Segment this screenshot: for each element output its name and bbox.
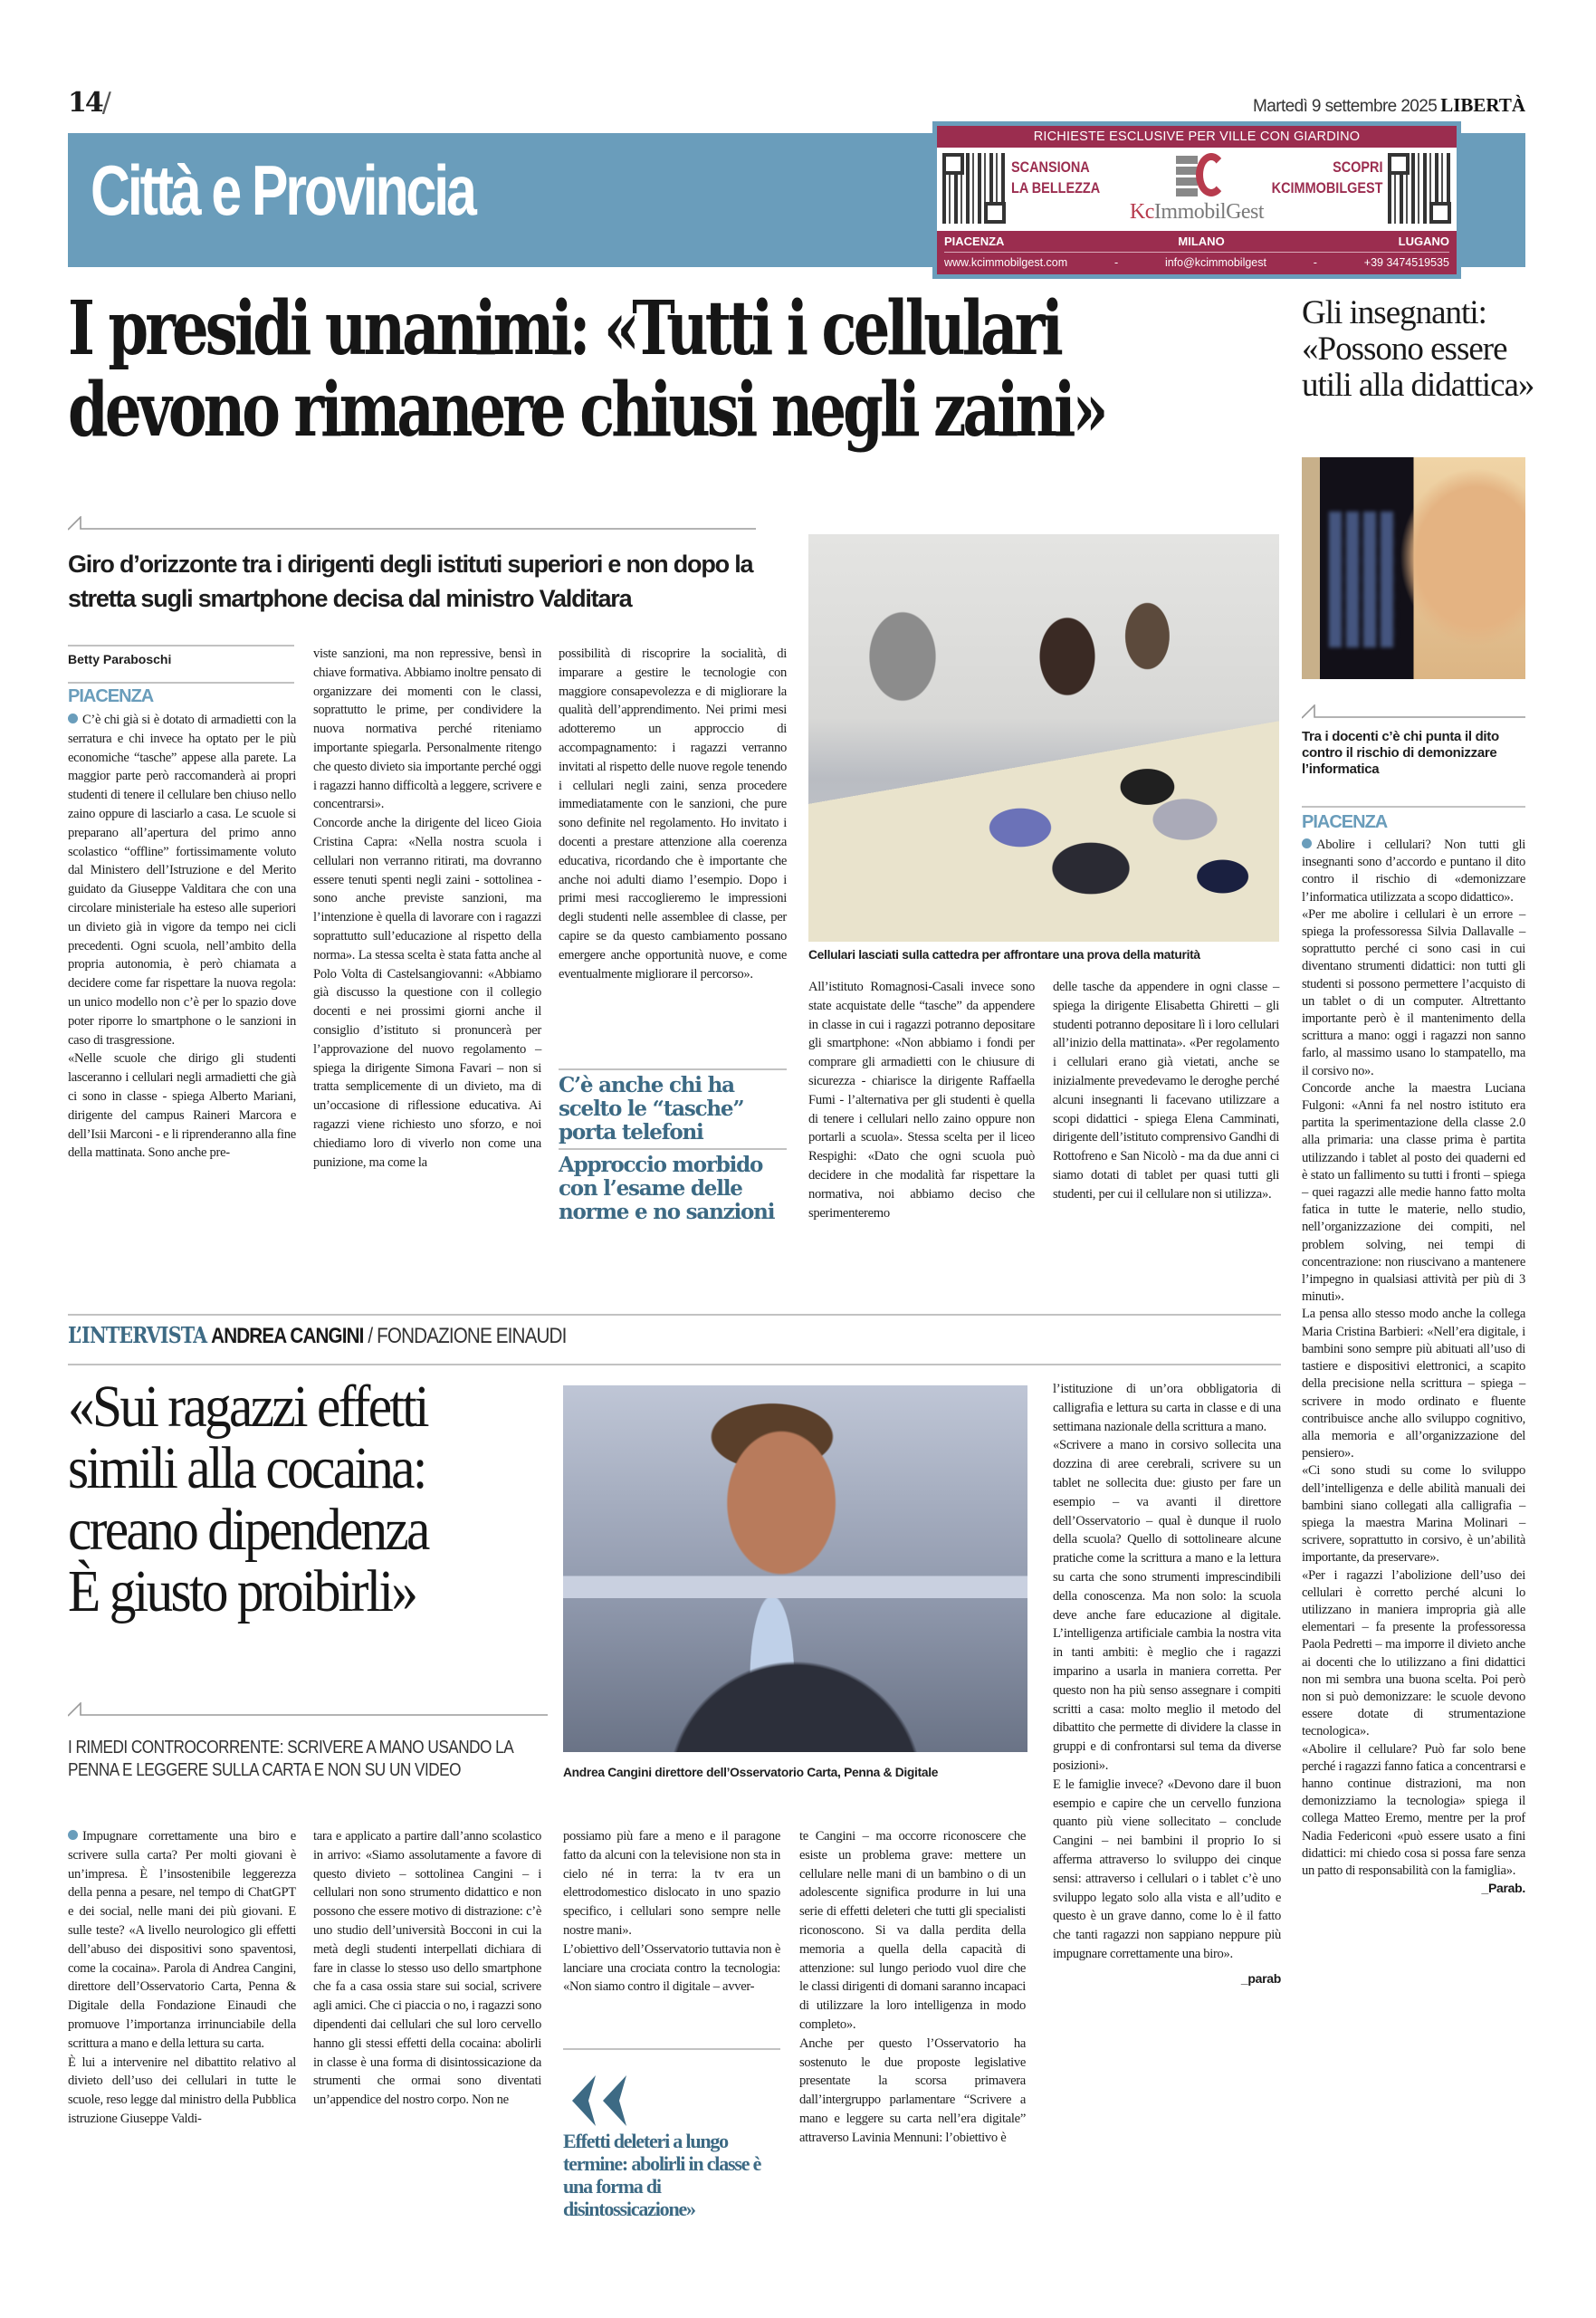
angle-divider bbox=[68, 1702, 548, 1715]
angle-divider bbox=[68, 516, 756, 529]
advertisement[interactable] bbox=[932, 121, 1461, 279]
article-column-3: possibilità di riscoprire la socialità, di imparare a gestire le tecnologie con maggiore consapevolezza e di migliorare la qualità dell’apprendimento. Nei primi mesi adotteremo un approccio di accompagnamento: i ragazzi verranno invitati al rispetto delle nuove regole tenendo i cellulari negli zaini, senza procedere immediatamente con le sanzioni, che pure sono definite nel regolamento. Ho invitato i docenti a prestare attenzione alla coerenza educativa, ricordando che è importante che anche noi adulti diamo l’esempio. Dopo i primi mesi raccoglieremo le impressioni degli studenti nelle assemblee di classe, per capire se da questo cambiamento possano emergere anche opportunità nuove, e come eventualmente migliorare il percorso». bbox=[559, 647, 787, 982]
masthead: LIBERTÀ bbox=[1440, 94, 1525, 116]
divider bbox=[68, 645, 294, 647]
interview-headline: «Sui ragazzi effetti simili alla cocaina: creano dipendenza È giusto proibirli» bbox=[68, 1374, 428, 1624]
callout-approccio: Approccio morbido con l’esame delle norme e no sanzioni bbox=[559, 1153, 775, 1224]
divider bbox=[563, 2048, 780, 2050]
signoff: _Parab. bbox=[1481, 1881, 1525, 1896]
article-column-2: viste sanzioni, ma non repressive, bensì in chiave formativa. Abbiamo inoltre pensato di organizzare dei momenti con le classi, soprattutto le prime, per condividere la nuova normativa perché riteniamo importante spiegarla. Personalmente ritengo che questo divieto sia importante perché oggi i ragazzi hanno difficoltà a leggere, scrivere e concentrarsi». Concorde anche la dirigente del liceo Gioia Cristina Capra: «Nella nostra scuola i cellulari non verranno ritirati, ma dovranno essere tenuti spenti negli zaini - sottolinea - sono anche previste sanzioni, ma l’intenzione è quella di lavorare con i ragazzi soprattutto sull’educazione al rispetto della norma». La stessa scelta è stata fatta anche al Polo Volta di Castelsangiovanni: «Abbiamo già discusso la questione con il collegio docenti e nei prossimi giorni anche il consiglio d’istituto si pronuncerà per l’approvazione del nuovo regolamento – spiega la dirigente Simona Favari – non si tratta semplicemente di un divieto, ma di un’occasione di riflessione educativa. Ai ragazzi viene richiesto uno sforzo, e noi chiediamo loro di viverlo non come una punizione, ma come la bbox=[313, 647, 541, 1170]
photo-classroom-phones bbox=[808, 534, 1279, 942]
divider bbox=[68, 1314, 1281, 1316]
pull-quote: Effetti deleteri a lungo termine: abolirli in classe è una forma di disintossicazione» bbox=[563, 2130, 761, 2220]
interview-column-4: te Cangini – ma occorre riconoscere che esiste un problema grave: mettere un cellulare nelle mani di un bambino o di un adolescente significa produrre in lui una serie di effetti deleteri che tutti gli specialisti riconoscono. Si va dalla perdita della memoria a quella della capacità di attenzione: sul lungo periodo vuol dire che le classi dirigenti di domani saranno incapaci di utilizzare la loro intelligenza in modo completo». Anche per questo l’Osservatorio ha sostenuto le due proposte legislative presentate la scorsa primavera dall’intergruppo parlamentare “Scrivere a mano e leggere su carta nell’era digitale” attraverso Lavinia Mennuni: l’obiettivo è bbox=[799, 1829, 1026, 2145]
ad-website[interactable]: www.kcimmobilgest.com bbox=[944, 256, 1068, 269]
divider bbox=[559, 1148, 787, 1150]
ad-cities: PIACENZA MILANO LUGANO bbox=[944, 234, 1449, 253]
photo-caption: Cellulari lasciati sulla cattedra per affrontare una prova della maturità bbox=[808, 948, 1200, 962]
interview-deck: I RIMEDI CONTROCORRENTE: SCRIVERE A MANO USANDO LA PENNA E LEGGERE SULLA CARTA E NON SU UN VIDEO bbox=[68, 1738, 513, 1780]
angle-divider bbox=[1302, 704, 1525, 717]
ad-cta-right: SCOPRI KCIMMOBILGEST bbox=[1271, 158, 1382, 196]
sidebar-column: Abolire i cellulari? Non tutti gli insegnanti sono d’accordo e puntano il dito contro il rischio di «demonizzare l’informatica utilizzata a scopo didattico». «Per me abolire i cellulari è un errore – spiega la professoressa Silvia Dallavalle – soprattutto perché ci sono casi in cui diventano strumenti didattici: non tutti gli studenti si possono permettere l’acquisto di un tablet o di un computer. Altrettanto importante però è il mantenimento della scrittura a mano: oggi i ragazzi non sanno farlo, al massimo usano lo stampatello, ma il corsivo no». Concorde anche la maestra Luciana Fulgoni: «Anni fa nel nostro istituto era partita la sperimentazione della classe 2.0 alla primaria: una classe prima è partita utilizzando i tablet al posto dei quaderni ed è stato un fallimento su tutti i fronti – spiega – quei ragazzi alle medie hanno fatto molta fatica in tutte le materie, nello studio, nell’organizzazione dei compiti, nel problem solving, nei tempi di concentrazione: non riuscivano a mantenere l’impegno in qualsiasi attività per più di 3 minuti». La pensa allo stesso modo anche la collega Maria Cristina Barbieri: «Nell’era digitale, i bambini sono sempre più abituati all’uso di tastiere e dispositivi elettronici, a scapito della precisione nella scrittura – spiega – scrivere in modo ordinato e fluente contribuisce anche allo sviluppo cognitivo, alla memoria e all’organizzazione del pensiero». «Ci sono studi su come lo sviluppo dell’intelligenza e delle abilità manuali dei bambini siano collegati alla calligrafia – spiega la maestra Marina Molinari – scrivere, soprattutto in corsivo, è un’abilità importante, da preservare». «Per i ragazzi l’abolizione dell’uso dei cellulari è corretto perché alcuni lo utilizzano in maniera impropria già alle elementari – fa presente la professoressa Paola Pedretti – ma imporre il divieto anche ai docenti che lo utilizzano a fini didattici non mi sembra una buona scelta. Poi però non si può demonizzare: le scuole devono essere dotate di strumentazione tecnologica». «Abolire il cellulare? Può far solo bene perché i ragazzi fanno fatica a concentrarsi e hanno continue distrazioni, ma non demonizziamo la tecnologia» spiega il collega Matteo Eremo, mentre per la prof Nadia Federiconi «può essere usato a fini didattici: mi chiedo cosa si possa fare senza un patto di responsabilità con la famiglia». _Parab. bbox=[1302, 837, 1525, 1897]
interview-column-2: tara e applicato a partire dall’anno scolastico in arrivo: «Siamo assolutamente a favore di questo divieto – sottolinea Cangini – i cellulari non sono strumento didattico e non possono che essere motivo di distrazione: c’è uno studio dell’università Bocconi in cui la metà degli studenti interpellati dichiara di fare in classe lo stesso uso dello smartphone che fa a casa ossia stare sui social, scrivere agli amici. Che ci piaccia o no, i ragazzi sono dipendenti dai cellulari che sul loro cervello hanno gli stessi effetti della cocaina: abolirli in classe è una forma di disintossicazione da strumenti che ormai sono diventati un’appendice del nostro corpo. Non ne bbox=[313, 1829, 541, 2108]
photo-caption: Andrea Cangini direttore dell’Osservatorio Carta, Penna & Digitale bbox=[563, 1766, 939, 1779]
ad-contacts: www.kcimmobilgest.com - info@kcimmobilgest - +39 3474519535 bbox=[944, 256, 1449, 269]
ad-email[interactable]: info@kcimmobilgest bbox=[1164, 256, 1266, 269]
place-label: PIACENZA bbox=[1302, 812, 1388, 832]
dateline bbox=[1253, 94, 1525, 117]
bullet-dot-icon bbox=[1302, 838, 1312, 848]
page-number: 14/ bbox=[68, 87, 110, 119]
interview-column-5: l’istituzione di un’ora obbligatoria di calligrafia e lettura su carta in classe e di una settimana nazionale della scrittura a mano. «Scrivere a mano in corsivo sollecita una dozzina di aree cerebrali, scrivere su un tablet ne sollecita due: giusto per fare un esempio – va avanti il direttore dell’Osservatorio – qual è dunque il ruolo della scuola? Quello di sottolineare alcune pratiche come la scrittura a mano e la lettura su carta che sono strumenti imprescindibili della conoscenza. Ma non solo: la scuola deve anche fare educazione al digitale. L’intelligenza artificiale cambia la nostra vita in tanti ambiti: è meglio che i ragazzi imparino a usarla in maniera corretta. Per questo non ha più senso assegnare i compiti scritti a casa: molto meglio il metodo del dibattito che permette di dividere la classe in gruppi e di confrontarsi sul tema da diverse posizioni». E le famiglie invece? «Devono dare il buon esempio e capire che un cervello funziona quanto più viene sollecitato – conclude Cangini – nei bambini il proprio Io si afferma attraverso lo sviluppo dei cinque sensi: attraverso i cellulari o i tablet c’è uno sviluppo legato solo alla vista e all’udito e questo è un grave danno, come lo è il fatto che tanti ragazzi non sappiano neppure più impugnare correttamente una biro». _parab bbox=[1053, 1380, 1281, 1988]
article-column-5: delle tasche da appendere in ogni classe – spiega la dirigente Elisabetta Ghiretti – gli studenti potranno depositare lì i loro cellulari all’inizio della mattinata». «Per regolamento i cellulari erano già vietati, anche se inizialmente prevedevamo le deroghe perché alcuni insegnanti li facevano utilizzare a scopi didattici - spiega Elena Camminati, dirigente dell’istituto comprensivo Gandhi di Rottofreno e San Nicolò - ma da due anni ci siamo dotati di tablet per quasi tutti gli studenti, per cui il cellulare non si utilizza». bbox=[1053, 980, 1279, 1202]
sidebar-photo-phone bbox=[1302, 457, 1525, 679]
article-column-4: All’istituto Romagnosi-Casali invece sono state acquistate delle “tasche” da appendere in classe in cui i ragazzi potranno depositare gli smartphone: «Non abbiamo i fondi per comprare gli armadietti con le chiusure di sicurezza - chiarisce la dirigente Raffaella Fumi - l’alternativa per gli studenti è quella di tenere i cellulari nello zaino oppure non portarli a scuola». Stessa scelta per il liceo Respighi: «Dato che ogni scuola può decidere in che modalità far rispettare la normativa, noi abbiamo deciso che sperimenteremo bbox=[808, 980, 1035, 1221]
ad-headline: RICHIESTE ESCLUSIVE PER VILLE CON GIARDINO bbox=[937, 126, 1457, 148]
article-column-1: C’è chi già si è dotato di armadietti con la serratura e chi invece ha optato per le più economiche “tasche” appese alla parete. La maggior parte però raccomanderà ai propri studenti di tenere il cellulare ben chiuso nello zaino oppure di lasciarlo a casa. Le scuole si preparano all’apertura del primo anno scolastico “offline” fortissimamente voluto dal Ministero dell’Istruzione e del Merito guidato da Giuseppe Valditara che con una circolare ministeriale ha esteso alle superiori un divieto già in vigore da tempo nei cicli precedenti. Ogni scuola, nell’ambito della propria autonomia, è però chiamata a decidere come far rispettare la nuova regola: un unico modello non c’è per lo spazio dove poter riporre lo smartphone o le sanzioni in caso di trasgressione. «Nelle scuole che dirigo gli studenti lasceranno i cellulari negli armadietti che già ci sono in classe - spiega Alberto Mariani, dirigente del campus Raineri Marcora e dell’Isii Marconi - e li riprenderanno alla fine della mattinata. Sono anche pre- bbox=[68, 713, 296, 1161]
sidebar-headline: Gli insegnanti: «Possono essere utili alla didattica» bbox=[1302, 294, 1534, 404]
main-headline: I presidi unanimi: «Tutti i cellulari devono rimanere chiusi negli zaini» bbox=[68, 285, 1105, 454]
ad-phone: +39 3474519535 bbox=[1363, 256, 1449, 269]
date: Martedì 9 settembre 2025 bbox=[1253, 97, 1438, 116]
interview-kicker: L’INTERVISTA ANDREA CANGINI / FONDAZIONE EINAUDI bbox=[68, 1322, 567, 1348]
divider bbox=[1302, 806, 1525, 808]
signoff: _parab bbox=[1240, 1970, 1281, 1986]
divider bbox=[68, 682, 294, 684]
byline: Betty Paraboschi bbox=[68, 652, 172, 666]
callout-tasche: C’è anche chi ha scelto le “tasche” porta telefoni bbox=[559, 1073, 744, 1145]
divider bbox=[559, 1068, 787, 1070]
photo-andrea-cangini bbox=[563, 1385, 1027, 1752]
interview-column-3: possiamo più fare a meno e il paragone fatto da alcuni con la televisione non sta in cielo né in terra: la tv era un elettrodomestico dislocato in uno spazio specifico, i cellulari sono sempre nelle nostre mani». L’obiettivo dell’Osservatorio tuttavia non è lanciare una crociata contro la tecnologia: «Non siamo contro il digitale – avver- bbox=[563, 1829, 780, 1995]
bullet-dot-icon bbox=[68, 1830, 78, 1840]
place-label: PIACENZA bbox=[68, 686, 154, 706]
interview-column-1: Impugnare correttamente una biro e scrivere sulla carta? Per molti giovani è un’impresa. È l’insostenibile leggerezza della penna a pesare, nel tempo di ChatGPT e dei social, nelle mani dei più giovani. E sulle teste? «A livello neurologico gli effetti dell’abuso dei dispositivi sono spaventosi, come la cocaina». Parola di Andrea Cangini, direttore dell’Osservatorio Carta, Penna & Digitale della Fondazione Einaudi che promuove l’importanza irrinunciabile della scrittura a mano e della lettura su carta. È lui a intervenire nel dibattito relativo al divieto dell’uso dei cellulari in tutte le scuole, reso legge dal ministro della Pubblica istruzione Giuseppe Valdi- bbox=[68, 1829, 296, 2126]
sidebar-deck: Tra i docenti c’è chi punta il dito contro il rischio di demonizzare l’informatica bbox=[1302, 729, 1499, 777]
section-title: Città e Provincia bbox=[91, 150, 474, 230]
article-subhead: Giro d’orizzonte tra i dirigenti degli istituti superiori e non dopo la stretta sugli smartphone decisa dal ministro Valditara bbox=[68, 551, 753, 612]
bullet-dot-icon bbox=[68, 714, 78, 723]
divider bbox=[68, 1364, 1281, 1365]
kc-logo-icon bbox=[1176, 153, 1225, 196]
ad-brand-name: KcImmobilGest bbox=[1129, 200, 1265, 224]
quote-mark-icon bbox=[569, 2074, 641, 2128]
qr-code-icon[interactable] bbox=[1388, 153, 1451, 224]
ad-cta-left: SCANSIONA LA BELLEZZA bbox=[1011, 158, 1101, 196]
